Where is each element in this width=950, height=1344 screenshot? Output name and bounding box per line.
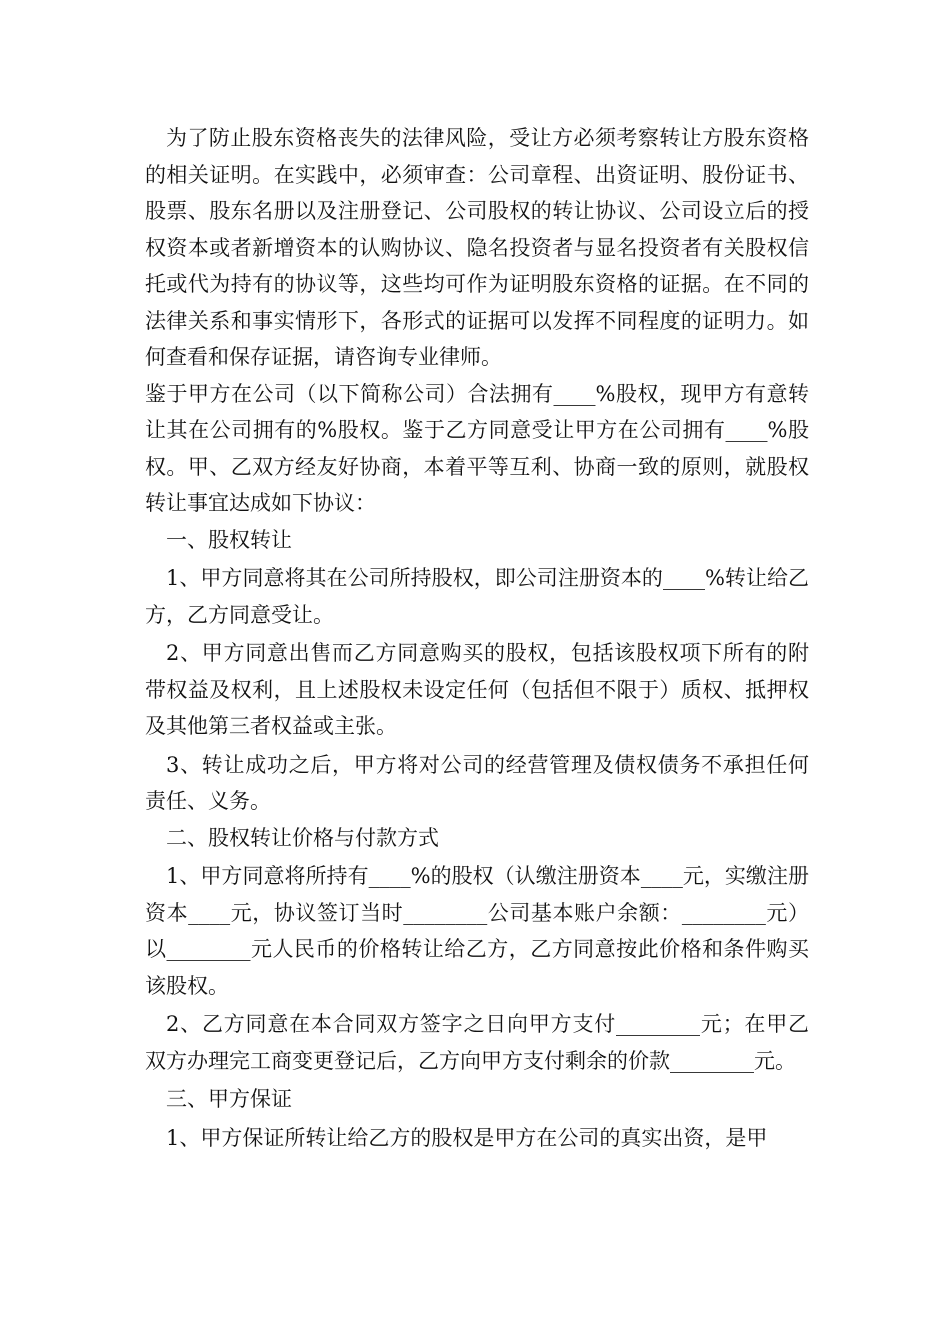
section-1-item-1: 1、甲方同意将其在公司所持股权，即公司注册资本的____%转让给乙方，乙方同意受让。 [145,566,809,627]
section-2-item-2: 2、乙方同意在本合同双方签字之日向甲方支付________元；在甲乙双方办理完工商变更登记后，乙方向甲方支付剩余的价款________元。 [145,1012,809,1073]
section-3-item-1: 1、甲方保证所转让给乙方的股权是甲方在公司的真实出资，是甲 [166,1125,768,1150]
section-1-item-2: 2、甲方同意出售而乙方同意购买的股权，包括该股权项下所有的附带权益及权利，且上述股权未设定任何（包括但不限于）质权、抵押权及其他第三者权益或主张。 [145,641,809,738]
section-1-title: 一、股权转让 [166,527,292,552]
section-3-title: 三、甲方保证 [166,1087,292,1111]
section-1-item-3: 3、转让成功之后，甲方将对公司的经营管理及债权债务不承担任何责任、义务。 [145,752,809,813]
document-page [145,120,809,1156]
recital-paragraph: 鉴于甲方在公司（以下简称公司）合法拥有____%股权，现甲方有意转让其在公司拥有的%股权。鉴于乙方同意受让甲方在公司拥有____%股权。甲、乙双方经友好协商，本着平等互利、协商一致的原则，就股权转让事宜达成如下协议： [145,381,809,515]
section-2-item-1: 1、甲方同意将所持有____%的股权（认缴注册资本____元，实缴注册资本____元，协议签订当时________公司基本账户余额：________元）以________元人民币的价格转让给乙方，乙方同意按此价格和条件购买该股权。 [145,864,809,998]
intro-paragraph: 为了防止股东资格丧失的法律风险，受让方必须考察转让方股东资格的相关证明。在实践中，必须审查：公司章程、出资证明、股份证书、股票、股东名册以及注册登记、公司股权的转让协议、公司设立后的授权资本或者新增资本的认购协议、隐名投资者与显名投资者有关股权信托或代为持有的协议等，这些均可作为证明股东资格的证据。在不同的法律关系和事实情形下，各形式的证据可以发挥不同程度的证明力。如何查看和保存证据，请咨询专业律师。 [145,126,809,369]
section-2-title: 二、股权转让价格与付款方式 [166,825,439,850]
